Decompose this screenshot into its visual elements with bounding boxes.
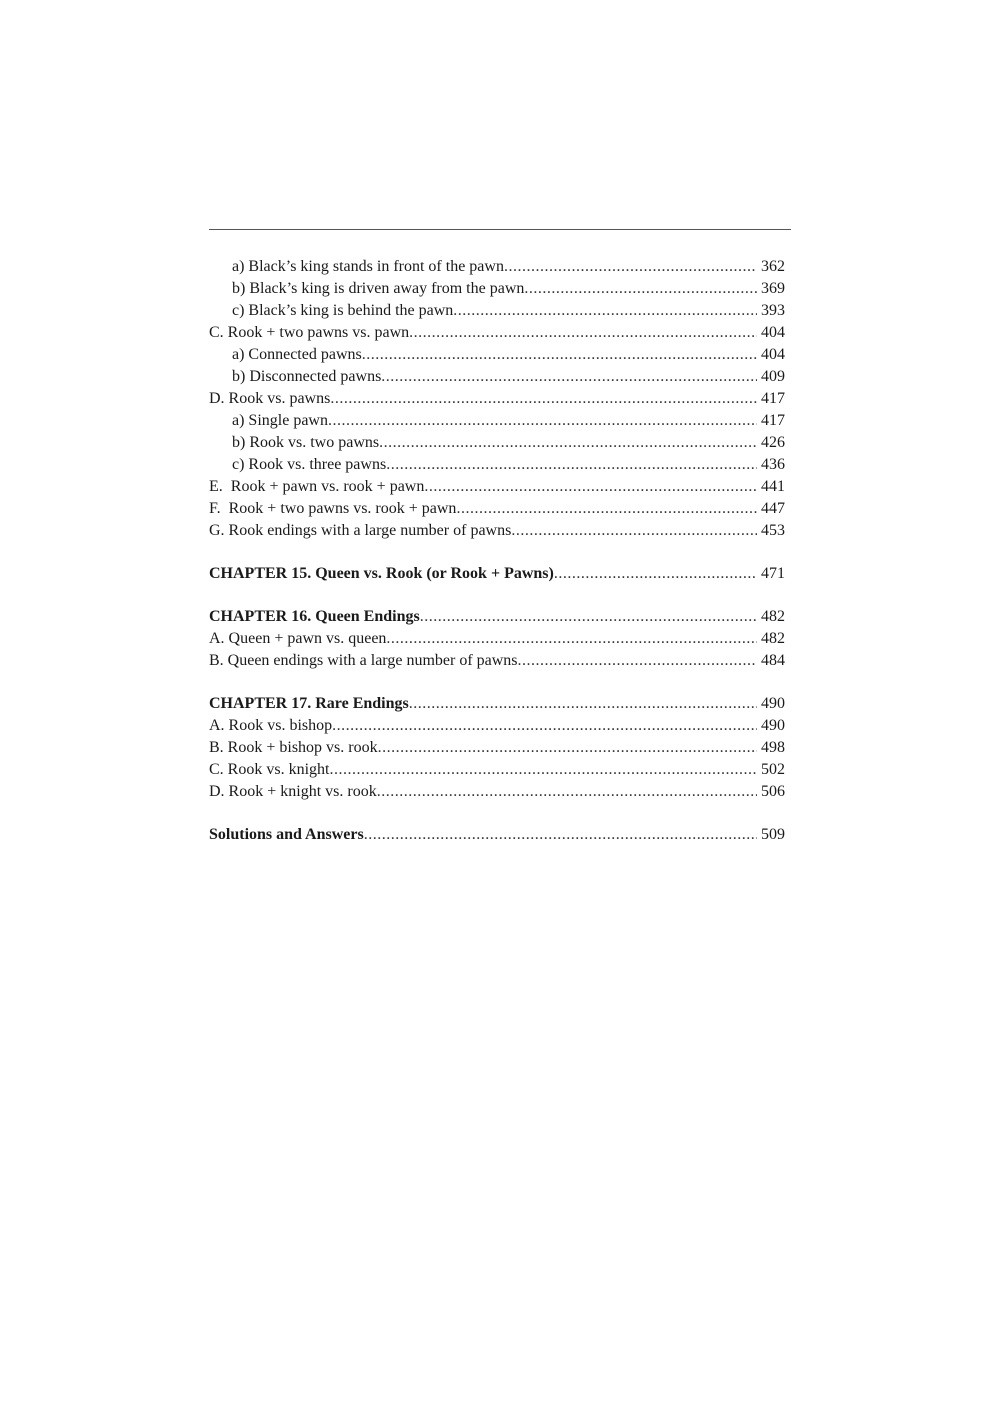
toc-entry-page: 369 — [761, 280, 785, 297]
dot-leader — [377, 781, 757, 803]
table-of-contents — [209, 256, 785, 846]
toc-entry — [209, 650, 785, 672]
toc-entry-page: 482 — [761, 608, 785, 625]
section-spacer — [209, 672, 785, 693]
toc-entry — [209, 759, 785, 781]
toc-entry — [209, 476, 785, 498]
toc-entry-label: c) Black’s king is behind the pawn — [232, 302, 454, 319]
toc-entry-page: 362 — [761, 258, 785, 275]
dot-leader — [453, 300, 757, 322]
toc-chapter-label: Solutions and Answers — [209, 826, 364, 843]
toc-chapter-entry — [209, 824, 785, 846]
toc-entry-label: F. Rook + two pawns vs. rook + pawn — [209, 500, 457, 517]
toc-entry-label: C. Rook + two pawns vs. pawn — [209, 324, 410, 341]
dot-leader — [362, 344, 757, 366]
toc-entry — [209, 520, 785, 542]
toc-entry — [209, 628, 785, 650]
toc-entry — [209, 388, 785, 410]
toc-entry — [209, 322, 785, 344]
dot-leader — [409, 693, 757, 715]
toc-entry — [209, 366, 785, 388]
toc-entry-page: 441 — [761, 478, 785, 495]
toc-chapter-entry — [209, 606, 785, 628]
toc-entry-label: A. Rook vs. bishop — [209, 717, 333, 734]
toc-chapter-label: CHAPTER 17. Rare Endings — [209, 695, 409, 712]
dot-leader — [381, 366, 757, 388]
toc-chapter-entry — [209, 563, 785, 585]
toc-entry-label: D. Rook vs. pawns — [209, 390, 331, 407]
toc-entry-page: 409 — [761, 368, 785, 385]
toc-entry-page: 490 — [761, 717, 785, 734]
dot-leader — [386, 628, 757, 650]
dot-leader — [456, 498, 757, 520]
toc-entry-page: 436 — [761, 456, 785, 473]
toc-entry — [209, 737, 785, 759]
toc-entry — [209, 715, 785, 737]
toc-entry-page: 404 — [761, 346, 785, 363]
toc-entry-page: 509 — [761, 826, 785, 843]
toc-entry-label: C. Rook vs. knight — [209, 761, 330, 778]
toc-entry — [209, 410, 785, 432]
toc-entry-page: 506 — [761, 783, 785, 800]
dot-leader — [518, 650, 757, 672]
dot-leader — [378, 737, 757, 759]
toc-entry — [209, 498, 785, 520]
toc-entry-page: 426 — [761, 434, 785, 451]
toc-entry-label: c) Rook vs. three pawns — [232, 456, 387, 473]
dot-leader — [424, 476, 757, 498]
dot-leader — [332, 715, 757, 737]
toc-entry-label: E. Rook + pawn vs. rook + pawn — [209, 478, 425, 495]
toc-entry-label: B. Queen endings with a large number of pawns — [209, 652, 518, 669]
toc-entry-page: 490 — [761, 695, 785, 712]
toc-entry-page: 393 — [761, 302, 785, 319]
dot-leader — [409, 322, 757, 344]
toc-entry-label: B. Rook + bishop vs. rook — [209, 739, 378, 756]
toc-entry-label: G. Rook endings with a large number of pawns — [209, 522, 512, 539]
toc-entry — [209, 300, 785, 322]
toc-entry-page: 502 — [761, 761, 785, 778]
toc-entry-label: D. Rook + knight vs. rook — [209, 783, 377, 800]
dot-leader — [386, 454, 757, 476]
toc-entry — [209, 454, 785, 476]
dot-leader — [524, 278, 757, 300]
dot-leader — [420, 606, 757, 628]
dot-leader — [364, 824, 757, 846]
section-spacer — [209, 803, 785, 824]
toc-entry-page: 404 — [761, 324, 785, 341]
section-spacer — [209, 585, 785, 606]
toc-entry-page: 453 — [761, 522, 785, 539]
toc-entry-page: 471 — [761, 565, 785, 582]
toc-entry-label: a) Connected pawns — [232, 346, 362, 363]
toc-entry-page: 498 — [761, 739, 785, 756]
dot-leader — [511, 520, 757, 542]
toc-chapter-label: CHAPTER 15. Queen vs. Rook (or Rook + Pawns) — [209, 565, 554, 582]
toc-entry-page: 417 — [761, 390, 785, 407]
toc-entry — [209, 432, 785, 454]
dot-leader — [328, 410, 757, 432]
header-rule — [209, 229, 791, 230]
toc-entry — [209, 256, 785, 278]
toc-entry-label: A. Queen + pawn vs. queen — [209, 630, 387, 647]
toc-entry-page: 482 — [761, 630, 785, 647]
toc-entry-label: a) Single pawn — [232, 412, 328, 429]
toc-entry-label: b) Disconnected pawns — [232, 368, 382, 385]
toc-entry-label: b) Rook vs. two pawns — [232, 434, 380, 451]
toc-entry-page: 447 — [761, 500, 785, 517]
dot-leader — [379, 432, 757, 454]
toc-entry — [209, 278, 785, 300]
toc-entry-page: 484 — [761, 652, 785, 669]
dot-leader — [554, 563, 757, 585]
toc-entry-page: 417 — [761, 412, 785, 429]
dot-leader — [329, 759, 757, 781]
toc-chapter-entry — [209, 693, 785, 715]
toc-entry — [209, 781, 785, 803]
toc-entry — [209, 344, 785, 366]
toc-entry-label: b) Black’s king is driven away from the pawn — [232, 280, 525, 297]
section-spacer — [209, 542, 785, 563]
toc-chapter-label: CHAPTER 16. Queen Endings — [209, 608, 420, 625]
dot-leader — [330, 388, 757, 410]
dot-leader — [504, 256, 757, 278]
toc-entry-label: a) Black’s king stands in front of the pawn — [232, 258, 504, 275]
